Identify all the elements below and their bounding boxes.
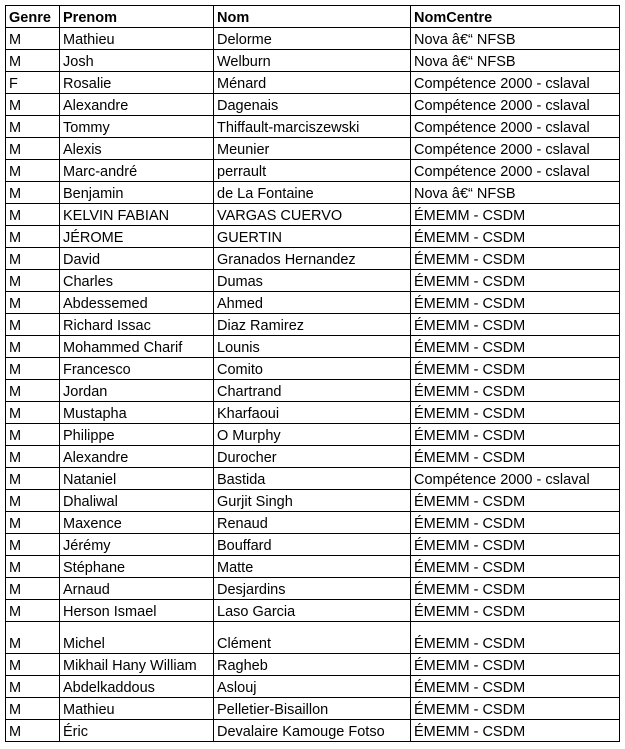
cell-prenom: Jordan [60, 380, 214, 402]
table-row [6, 248, 620, 270]
table-row [6, 358, 620, 380]
cell-nom: Desjardins [214, 578, 411, 600]
table-row [6, 676, 620, 698]
cell-prenom: Marc-andré [60, 160, 214, 182]
cell-nom: Thiffault-marciszewski [214, 116, 411, 138]
cell-genre: M [6, 578, 60, 600]
cell-nomcentre: ÉMEMM - CSDM [411, 512, 620, 534]
cell-nomcentre: ÉMEMM - CSDM [411, 676, 620, 698]
cell-nom: Granados Hernandez [214, 248, 411, 270]
cell-prenom: Francesco [60, 358, 214, 380]
cell-nomcentre: ÉMEMM - CSDM [411, 534, 620, 556]
cell-nomcentre: Compétence 2000 - cslaval [411, 116, 620, 138]
cell-genre: M [6, 248, 60, 270]
header-genre: Genre [6, 6, 60, 28]
cell-genre: M [6, 512, 60, 534]
table-row [6, 720, 620, 742]
cell-nomcentre: Nova â€“ NFSB [411, 28, 620, 50]
table-row [6, 556, 620, 578]
cell-nom: Chartrand [214, 380, 411, 402]
cell-genre: M [6, 380, 60, 402]
cell-prenom: Abdelkaddous [60, 676, 214, 698]
cell-prenom: Josh [60, 50, 214, 72]
cell-genre: F [6, 72, 60, 94]
table-row [6, 534, 620, 556]
table-row [6, 116, 620, 138]
table-row [6, 424, 620, 446]
cell-nomcentre: ÉMEMM - CSDM [411, 490, 620, 512]
cell-nom: Ragheb [214, 654, 411, 676]
cell-genre: M [6, 336, 60, 358]
cell-genre: M [6, 358, 60, 380]
cell-nomcentre: ÉMEMM - CSDM [411, 698, 620, 720]
cell-genre: M [6, 138, 60, 160]
cell-nomcentre: ÉMEMM - CSDM [411, 622, 620, 654]
cell-nom: O Murphy [214, 424, 411, 446]
table-row [6, 226, 620, 248]
cell-nomcentre: ÉMEMM - CSDM [411, 424, 620, 446]
cell-prenom: Alexis [60, 138, 214, 160]
table-row [6, 94, 620, 116]
cell-nom: VARGAS CUERVO [214, 204, 411, 226]
header-row [6, 6, 620, 28]
cell-genre: M [6, 270, 60, 292]
cell-genre: M [6, 534, 60, 556]
table-row [6, 138, 620, 160]
cell-prenom: Tommy [60, 116, 214, 138]
cell-prenom: Mustapha [60, 402, 214, 424]
cell-prenom: Abdessemed [60, 292, 214, 314]
cell-nom: de La Fontaine [214, 182, 411, 204]
table-row [6, 622, 620, 654]
cell-nomcentre: Compétence 2000 - cslaval [411, 160, 620, 182]
cell-prenom: Maxence [60, 512, 214, 534]
cell-prenom: Philippe [60, 424, 214, 446]
cell-nom: GUERTIN [214, 226, 411, 248]
cell-genre: M [6, 402, 60, 424]
table-row [6, 698, 620, 720]
table-row [6, 654, 620, 676]
header-nom: Nom [214, 6, 411, 28]
cell-nom: Renaud [214, 512, 411, 534]
cell-genre: M [6, 94, 60, 116]
table-body [6, 28, 620, 742]
cell-nomcentre: Nova â€“ NFSB [411, 50, 620, 72]
cell-genre: M [6, 556, 60, 578]
cell-prenom: Mohammed Charif [60, 336, 214, 358]
cell-prenom: Mathieu [60, 698, 214, 720]
cell-prenom: David [60, 248, 214, 270]
cell-nom: Bouffard [214, 534, 411, 556]
cell-prenom: Richard Issac [60, 314, 214, 336]
cell-nomcentre: ÉMEMM - CSDM [411, 720, 620, 742]
cell-nomcentre: ÉMEMM - CSDM [411, 270, 620, 292]
cell-nom: Ménard [214, 72, 411, 94]
cell-prenom: Herson Ismael [60, 600, 214, 622]
cell-nom: Dumas [214, 270, 411, 292]
cell-prenom: Nataniel [60, 468, 214, 490]
cell-nom: Delorme [214, 28, 411, 50]
cell-genre: M [6, 28, 60, 50]
cell-prenom: Dhaliwal [60, 490, 214, 512]
cell-genre: M [6, 600, 60, 622]
cell-nom: Bastida [214, 468, 411, 490]
cell-prenom: Mikhail Hany William [60, 654, 214, 676]
cell-nomcentre: ÉMEMM - CSDM [411, 402, 620, 424]
cell-prenom: Jérémy [60, 534, 214, 556]
cell-nom: Laso Garcia [214, 600, 411, 622]
table-row [6, 160, 620, 182]
table-row [6, 28, 620, 50]
cell-genre: M [6, 160, 60, 182]
cell-nomcentre: Compétence 2000 - cslaval [411, 138, 620, 160]
cell-prenom: Alexandre [60, 94, 214, 116]
cell-nom: Clément [214, 622, 411, 654]
cell-nom: Welburn [214, 50, 411, 72]
table-row [6, 402, 620, 424]
cell-genre: M [6, 204, 60, 226]
cell-genre: M [6, 314, 60, 336]
cell-genre: M [6, 654, 60, 676]
cell-nom: Dagenais [214, 94, 411, 116]
cell-nomcentre: ÉMEMM - CSDM [411, 380, 620, 402]
header-prenom: Prenom [60, 6, 214, 28]
cell-prenom: Rosalie [60, 72, 214, 94]
cell-prenom: Benjamin [60, 182, 214, 204]
cell-prenom: KELVIN FABIAN [60, 204, 214, 226]
cell-nom: Ahmed [214, 292, 411, 314]
cell-nom: Durocher [214, 446, 411, 468]
header-nomcentre: NomCentre [411, 6, 620, 28]
cell-prenom: Alexandre [60, 446, 214, 468]
cell-prenom: Charles [60, 270, 214, 292]
cell-genre: M [6, 424, 60, 446]
cell-nomcentre: ÉMEMM - CSDM [411, 358, 620, 380]
cell-nomcentre: Compétence 2000 - cslaval [411, 72, 620, 94]
cell-nom: Devalaire Kamouge Fotso [214, 720, 411, 742]
cell-nomcentre: ÉMEMM - CSDM [411, 654, 620, 676]
cell-nomcentre: ÉMEMM - CSDM [411, 314, 620, 336]
cell-nomcentre: ÉMEMM - CSDM [411, 446, 620, 468]
cell-genre: M [6, 468, 60, 490]
table-row [6, 270, 620, 292]
cell-prenom: Stéphane [60, 556, 214, 578]
cell-nomcentre: ÉMEMM - CSDM [411, 226, 620, 248]
cell-nom: Gurjit Singh [214, 490, 411, 512]
cell-nomcentre: ÉMEMM - CSDM [411, 578, 620, 600]
cell-nom: perrault [214, 160, 411, 182]
table-row [6, 512, 620, 534]
table-row [6, 314, 620, 336]
cell-nom: Aslouj [214, 676, 411, 698]
cell-nomcentre: ÉMEMM - CSDM [411, 248, 620, 270]
cell-prenom: Michel [60, 622, 214, 654]
table-row [6, 490, 620, 512]
table-row [6, 182, 620, 204]
cell-prenom: Arnaud [60, 578, 214, 600]
cell-genre: M [6, 116, 60, 138]
cell-genre: M [6, 292, 60, 314]
cell-genre: M [6, 50, 60, 72]
cell-nomcentre: Nova â€“ NFSB [411, 182, 620, 204]
table-row [6, 72, 620, 94]
cell-genre: M [6, 490, 60, 512]
cell-genre: M [6, 446, 60, 468]
participants-table [5, 5, 620, 742]
cell-nom: Kharfaoui [214, 402, 411, 424]
table-row [6, 50, 620, 72]
cell-nomcentre: ÉMEMM - CSDM [411, 336, 620, 358]
cell-nom: Comito [214, 358, 411, 380]
table-row [6, 336, 620, 358]
cell-nomcentre: Compétence 2000 - cslaval [411, 94, 620, 116]
table-row [6, 204, 620, 226]
table-row [6, 380, 620, 402]
cell-nom: Meunier [214, 138, 411, 160]
cell-genre: M [6, 226, 60, 248]
cell-nom: Lounis [214, 336, 411, 358]
table-row [6, 446, 620, 468]
cell-nomcentre: ÉMEMM - CSDM [411, 556, 620, 578]
cell-genre: M [6, 698, 60, 720]
cell-genre: M [6, 622, 60, 654]
cell-nomcentre: Compétence 2000 - cslaval [411, 468, 620, 490]
cell-prenom: JÉROME [60, 226, 214, 248]
table-row [6, 468, 620, 490]
cell-genre: M [6, 182, 60, 204]
cell-prenom: Éric [60, 720, 214, 742]
cell-prenom: Mathieu [60, 28, 214, 50]
cell-nom: Matte [214, 556, 411, 578]
cell-nom: Diaz Ramirez [214, 314, 411, 336]
table-row [6, 578, 620, 600]
cell-nomcentre: ÉMEMM - CSDM [411, 600, 620, 622]
table-row [6, 600, 620, 622]
cell-nomcentre: ÉMEMM - CSDM [411, 204, 620, 226]
cell-nom: Pelletier-Bisaillon [214, 698, 411, 720]
table-row [6, 292, 620, 314]
cell-nomcentre: ÉMEMM - CSDM [411, 292, 620, 314]
cell-genre: M [6, 676, 60, 698]
cell-genre: M [6, 720, 60, 742]
